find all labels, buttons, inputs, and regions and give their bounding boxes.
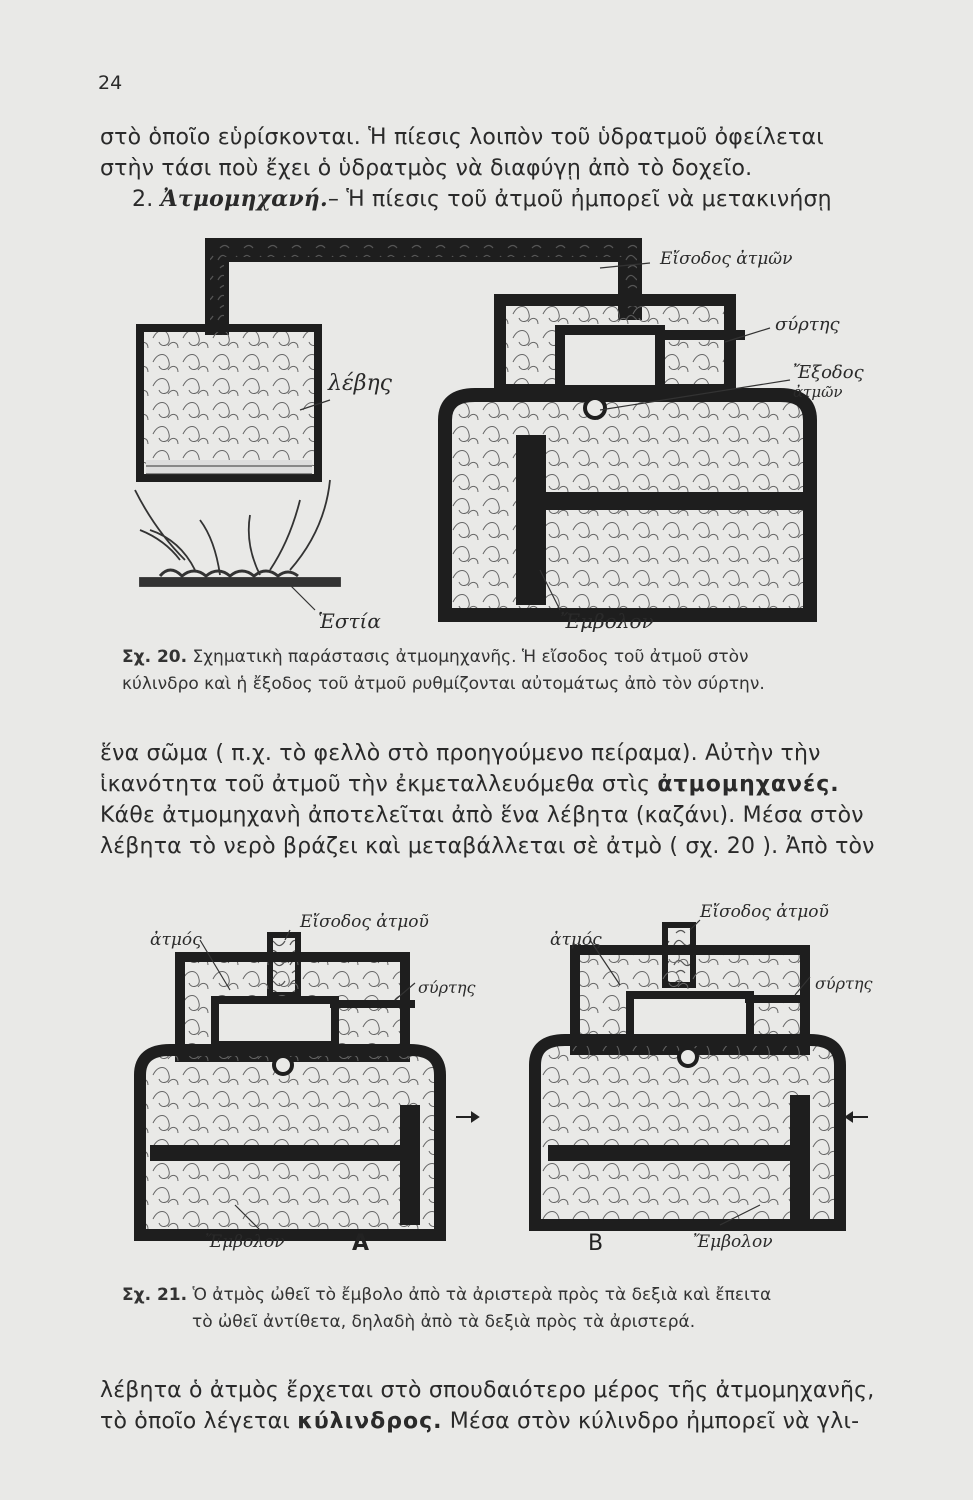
text-line: λέβητα ὁ ἀτμὸς ἔρχεται στὸ σπουδαιότερο μέρος τῆς ἀτμομηχανῆς, bbox=[100, 1378, 875, 1403]
label-valve-b: σύρτης bbox=[815, 974, 873, 993]
page-number: 24 bbox=[98, 72, 123, 94]
caption-text: κύλινδρο καὶ ἡ ἔξοδος τοῦ ἀτμοῦ ρυθμίζονται αὐτομάτως ἀπὸ τὸν σύρτην. bbox=[122, 674, 765, 694]
bold-term: κύλινδρος. bbox=[297, 1409, 443, 1434]
figure-20-caption bbox=[122, 644, 765, 698]
text-line: στὸ ὁποῖο εὑρίσκονται. Ἡ πίεσις λοιπὸν τοῦ ὑδρατμοῦ ὀφείλεται bbox=[100, 125, 824, 150]
caption-number: Σχ. 21. bbox=[122, 1285, 188, 1305]
section-heading-line bbox=[100, 184, 900, 215]
label-inlet-b: Εἴσοδος ἀτμοῦ bbox=[700, 902, 829, 922]
label-valve: σύρτης bbox=[775, 314, 840, 335]
section-title: Ἀτμομηχανή. bbox=[160, 186, 328, 212]
cylinder-A bbox=[140, 935, 440, 1235]
bottom-paragraph bbox=[100, 1375, 900, 1437]
text-span: τὸ ὁποῖο λέγεται bbox=[100, 1409, 290, 1434]
label-valve-a: σύρτης bbox=[418, 978, 476, 997]
caption-number: Σχ. 20. bbox=[122, 647, 188, 667]
label-outlet-2: ἀτμῶν bbox=[793, 383, 843, 401]
figure-21-diagram bbox=[0, 895, 973, 1255]
figure-20-diagram bbox=[0, 230, 973, 650]
label-steam-b: ἀτμός bbox=[550, 930, 602, 950]
label-hearth: Ἑστία bbox=[318, 609, 381, 633]
caption-text: Ὁ ἀτμὸς ὠθεῖ τὸ ἔμβολο ἀπὸ τὰ ἀριστερὰ πρὸς τὰ δεξιὰ καὶ ἔπειτα bbox=[192, 1285, 772, 1305]
text-line: – Ἡ πίεσις τοῦ ἀτμοῦ ἠμπορεῖ νὰ μετακινήσῃ bbox=[327, 187, 832, 212]
text-line: λέβητα τὸ νερὸ βράζει καὶ μεταβάλλεται σὲ ἀτμὸ ( σχ. 20 ). Ἀπὸ τὸν bbox=[100, 834, 875, 859]
text-span: Μέσα στὸν κύλινδρο ἠμπορεῖ νὰ γλι- bbox=[449, 1409, 860, 1434]
text-line bbox=[100, 1406, 900, 1437]
label-piston-a: Ἔμβολον bbox=[205, 1232, 285, 1252]
caption-text: τὸ ὠθεῖ ἀντίθετα, δηλαδὴ ἀπὸ τὰ δεξιὰ πρὸς τὰ ἀριστερά. bbox=[192, 1312, 696, 1332]
label-steam-a: ἀτμός bbox=[150, 930, 202, 950]
label-letter-a: A bbox=[352, 1231, 370, 1255]
section-number: 2. bbox=[132, 187, 154, 212]
top-paragraph bbox=[100, 122, 900, 215]
hearth-fire bbox=[135, 480, 340, 586]
label-boiler: λέβης bbox=[328, 371, 392, 396]
cylinder-fig20 bbox=[445, 300, 810, 615]
bold-term: ἀτμομηχανές. bbox=[657, 772, 840, 797]
middle-paragraph bbox=[100, 738, 900, 862]
text-line: ἕνα σῶμα ( π.χ. τὸ φελλὸ στὸ προηγούμενο πείραμα). Αὐτὴν τὴν bbox=[100, 741, 821, 766]
label-inlet-a: Εἴσοδος ἀτμοῦ bbox=[300, 912, 429, 932]
text-line bbox=[100, 769, 900, 800]
label-outlet-1: Ἔξοδος bbox=[793, 362, 864, 383]
label-letter-b: B bbox=[588, 1231, 604, 1255]
label-piston: Ἔμβολον bbox=[560, 609, 654, 633]
caption-text: Σχηματικὴ παράστασις ἀτμομηχανῆς. Ἡ εἴσοδος τοῦ ἀτμοῦ στὸν bbox=[192, 647, 749, 667]
text-line: στὴν τάσι ποὺ ἔχει ὁ ὑδρατμὸς νὰ διαφύγῃ ἀπὸ τὸ δοχεῖο. bbox=[100, 156, 753, 181]
figure-21-caption bbox=[122, 1282, 771, 1336]
text-line: Κάθε ἀτμομηχανὴ ἀποτελεῖται ἀπὸ ἕνα λέβητα (καζάνι). Μέσα στὸν bbox=[100, 803, 864, 828]
text-span: ἱκανότητα τοῦ ἀτμοῦ τὴν ἐκμεταλλευόμεθα στὶς bbox=[100, 772, 651, 797]
label-inlet: Εἴσοδος ἀτμῶν bbox=[660, 249, 793, 269]
cylinder-B bbox=[535, 925, 840, 1225]
label-piston-b: Ἔμβολον bbox=[693, 1232, 773, 1252]
